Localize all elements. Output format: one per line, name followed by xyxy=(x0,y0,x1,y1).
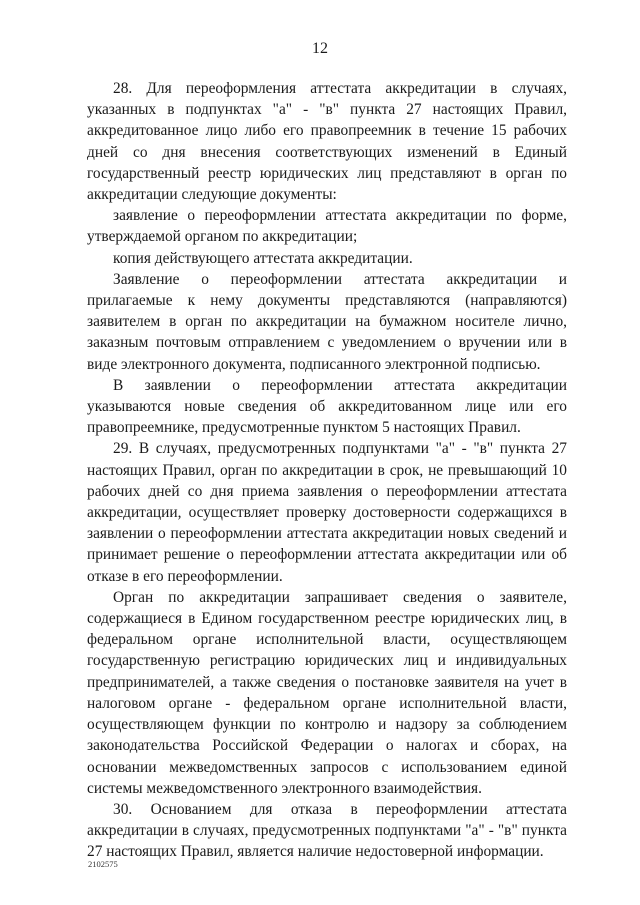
paragraph-30: 30. Основанием для отказа в переоформлении аттестата аккредитации в случаях, предусмотренных подпунктами "а" - "в" пункта 27 настоящих Правил, является наличие недостоверной информации. xyxy=(87,800,567,861)
paragraph-28: 28. Для переоформления аттестата аккредитации в случаях, указанных в подпунктах "а" - "в" пункта 27 настоящих Правил, аккредитованное лицо либо его правопреемник в течение 15 рабочих дней со дня внесения соответствующих изменений в Единый государственный реестр юридических лиц представляют в орган по аккредитации следующие документы: xyxy=(87,80,567,204)
paragraph-application-form: заявление о переоформлении аттестата аккредитации по форме, утверждаемой органом по аккредитации; xyxy=(87,207,567,246)
paragraph-submission-method: Заявление о переоформлении аттестата аккредитации и прилагаемые к нему документы представляются (направляются) заявителем в орган по аккредитации на бумажном носителе лично, заказным почтовым отправлением с уведомлением о вручении или в виде электронного документа, подписанного электронной подписью. xyxy=(87,270,567,373)
document-body xyxy=(87,78,567,863)
page-number: 12 xyxy=(312,40,328,57)
paragraph-29: 29. В случаях, предусмотренных подпунктами "а" - "в" пункта 27 настоящих Правил, орган по аккредитации в срок, не превышающий 10 рабочих дней со дня приема заявления о переоформлении аттестата аккредитации, осуществляет проверку достоверности содержащихся в заявлении о переоформлении аттестата аккредитации новых сведений и принимает решение о переоформлении аттестата аккредитации или об отказе в его переоформлении. xyxy=(87,440,567,585)
paragraph-new-info: В заявлении о переоформлении аттестата аккредитации указываются новые сведения об аккредитованном лице или его правопреемнике, предусмотренные пунктом 5 настоящих Правил. xyxy=(87,376,567,437)
paragraph-certificate-copy: копия действующего аттестата аккредитации. xyxy=(113,249,413,267)
paragraph-interagency-request: Орган по аккредитации запрашивает сведения о заявителе, содержащиеся в Едином государственном реестре юридических лиц, в федеральном органе исполнительной власти, осуществляющем государственную регистрацию юридических лиц и индивидуальных предпринимателей, а также сведения о постановке заявителя на учет в налоговом органе - федеральном органе исполнительной власти, осуществляющем функции по контролю и надзору за соблюдением законодательства Российской Федерации о налогах и сборах, на основании межведомственных запросов с использованием единой системы межведомственного электронного взаимодействия. xyxy=(87,588,567,797)
document-code: 2102575 xyxy=(88,859,118,869)
